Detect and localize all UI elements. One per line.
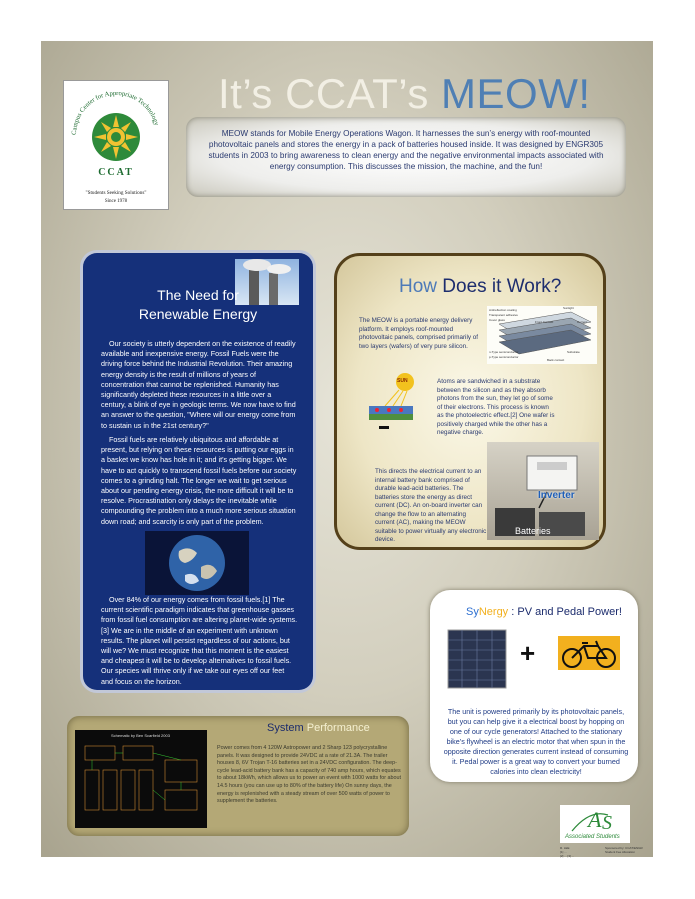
photoelectric-diagram: [365, 372, 425, 432]
how-heading-prefix: How: [399, 276, 438, 297]
synergy-nergy: Nergy: [478, 606, 509, 618]
synergy-heading: [466, 606, 622, 618]
cell-label-8: Substrate: [567, 350, 580, 354]
need-paragraph-3: Over 84% of our energy comes from fossil fuels.[1] The current scientific paradigm indicates that greenhouse gasses from fossil fuel consumption are altering planet-wide systems.[3] We are in the middle of an experiment with unknown results. The planet will persist regardless of our actions, but will we? We must recognize that this moment is the easiest and cheapest it will be to develop alternatives to fossil fuels. Our species will thrive only if we take our eyes off our feet and focus on the horizon.: [101, 595, 298, 686]
intro-box: [186, 117, 626, 197]
bicycle-image: [558, 636, 620, 670]
title-highlight: MEOW!: [441, 70, 591, 117]
cell-label-2: Cover glass: [489, 318, 505, 322]
how-paragraph-3: This directs the electrical current to an internal battery bank comprised of durable lead-acid batteries. The batteries store the energy as direct current (DC). An on-board inverter can change the flow to an alternating current (AC), making the MEOW suitable to power virtually any electronic device.: [375, 468, 487, 543]
batteries-label: Batteries: [515, 526, 551, 536]
schematic-title: Schematic by Ben Scarfield 2003: [111, 733, 170, 738]
cell-label-3: Sunlight: [563, 306, 574, 310]
inverter-photo: [487, 442, 599, 540]
title-prefix: It’s CCAT’s: [218, 70, 429, 117]
bicycle-icon: [558, 636, 620, 670]
how-paragraph-1: The MEOW is a portable energy delivery platform. It employs roof-mounted photovoltaic panels, comprised primarily of two layers (wafers) of very pure silicon.: [359, 317, 478, 350]
need-heading: [133, 286, 263, 324]
synergy-text: The unit is powered primarily by its photovoltaic panels, but you can help give it a electrical boost by hopping on one of our cycle generators! Attached to the stationary bike’s flywheel is an electric motor that when spun in the opposite direction generates current instead of consuming it. Pedal power is a great way to convert your burned calories into clean electricity!: [443, 707, 629, 776]
poster-title: [218, 70, 591, 118]
cell-label-5: Current: [577, 320, 588, 324]
cell-label-7: p-Type semiconductor: [489, 355, 519, 359]
system-heading-system: System: [267, 722, 304, 734]
need-paragraph-1: Our society is utterly dependent on the existence of readily available and inexpensive energy. Fossil Fuels were the driving force behind the Industrial Revolution. Their amazing energy density is the result of millions of years of concentration that cannot be replenished. Humanity has significantly depleted these resources in a little over a century, a blink of eye in geologic terms. We now have to find an answer to the question, "Where will our energy come from to sustain us in the 21st century?": [101, 339, 296, 430]
as-logo-text: Associated Students: [565, 834, 620, 840]
fine-print-left-2: [2] ... [3] ...: [560, 854, 575, 858]
ccat-since: Since 1978: [104, 199, 128, 204]
need-heading-line1: The Need for: [157, 287, 239, 303]
how-heading: [399, 276, 561, 298]
intro-text: MEOW stands for Mobile Energy Operations Wagon. It harnesses the sun’s energy with roof-mounted photovoltaic panels and stores the energy in a pack of batteries housed inside. It was designed by ENGR305 students in 2003 to bring awareness to clean energy and the negative environmental impacts associated with energy consumption. This discusses the mission, the machine, and the fun!: [208, 129, 604, 171]
cell-label-1: Transparent adhesive: [489, 313, 518, 317]
fine-print-right-1: Student Fee Allocation: [605, 850, 636, 854]
system-heading: [267, 722, 370, 734]
synergy-rest: : PV and Pedal Power!: [508, 606, 622, 618]
how-paragraph-2: Atoms are sandwiched in a substrate between the silicon and as they absorb photons from the sun, they let go of some of their electrons. This process is known as the photoelectric effect.[2] One wafer is positively charged while the other has a negative charge.: [437, 378, 555, 436]
cell-label-9: Back contact: [547, 358, 565, 362]
need-heading-line2: Renewable Energy: [138, 306, 258, 322]
how-panel: [334, 253, 606, 550]
earth-icon: [145, 531, 249, 595]
need-panel: [83, 253, 313, 690]
as-logo-icon: [560, 805, 630, 835]
ccat-arc-textpath: Campus Center for Appropriate Technology: [70, 89, 160, 136]
solar-panel-image: [446, 628, 508, 690]
sun-photon-icon: [365, 372, 425, 432]
sun-emblem-icon: [92, 113, 140, 161]
ccat-acronym: CCAT: [98, 167, 134, 178]
synergy-panel: [430, 590, 638, 782]
svg-text:A: A: [588, 807, 602, 832]
schematic-icon: [75, 730, 207, 828]
svg-text:S: S: [602, 812, 612, 834]
earth-photo: [145, 531, 249, 595]
cell-label-6: n-Type semiconductor: [489, 350, 519, 354]
inverter-label: Inverter: [538, 490, 575, 501]
system-text: Power comes from 4 120W Astropower and 2 Sharp 123 polycrystalline panels. It was designed to provide 24VDC at a rate of 21.3A. The trailer houses 8, 6V Trojan T-16 batteries set in a 24VDC configuration. The deep-cycle lead-acid battery bank has a capacity of 740 amp hours, which equates to about 18kWh, which allows us to power an event with 1000 watts for about 14.5 hours (you can use up to 80% of the battery life) On sunny days, the energy is replenished with a steady stream of over 500 watts of power to supplement the batteries.: [217, 745, 401, 805]
plus-sign: +: [520, 638, 536, 668]
synergy-sy: Sy: [466, 606, 479, 618]
need-paragraph-2: Fossil fuels are relatively ubiquitous and affordable at present, but relying on these resources is putting our eggs in a basket we know has hole in it; and it’s getting bigger. We have to act quickly to transcend fossil fuels before our society comes to a grinding halt. The longer we wait to get serious about our pending energy crisis, the more difficult it will be to resolve. Procrastination only delays the inevitable while compounding the problem into a much more serious situation down road; and scarcity is only part of the problem.: [101, 435, 297, 526]
cell-label-4: Front Contact: [535, 320, 554, 324]
ccat-logo: [63, 80, 169, 210]
associated-students-logo: [560, 805, 630, 843]
cell-label-0: Antireflection coating: [489, 308, 517, 312]
ccat-logo-graphic: [64, 81, 168, 209]
how-heading-rest: Does it Work?: [442, 276, 562, 297]
fine-print-left-0: R. LEE: [560, 846, 570, 850]
fine-print-right-0: Sponsored by: CCAT/ENGR: [605, 846, 643, 850]
system-heading-performance: Performance: [306, 722, 370, 734]
pv-cell-diagram: [487, 306, 597, 364]
schematic-image: [75, 730, 207, 828]
ccat-tagline: "Students Seeking Solutions": [85, 190, 147, 196]
fine-print-left-1: [1] ...: [560, 850, 567, 854]
sun-label: SUN: [397, 378, 408, 384]
solar-panel-icon: [446, 628, 508, 690]
